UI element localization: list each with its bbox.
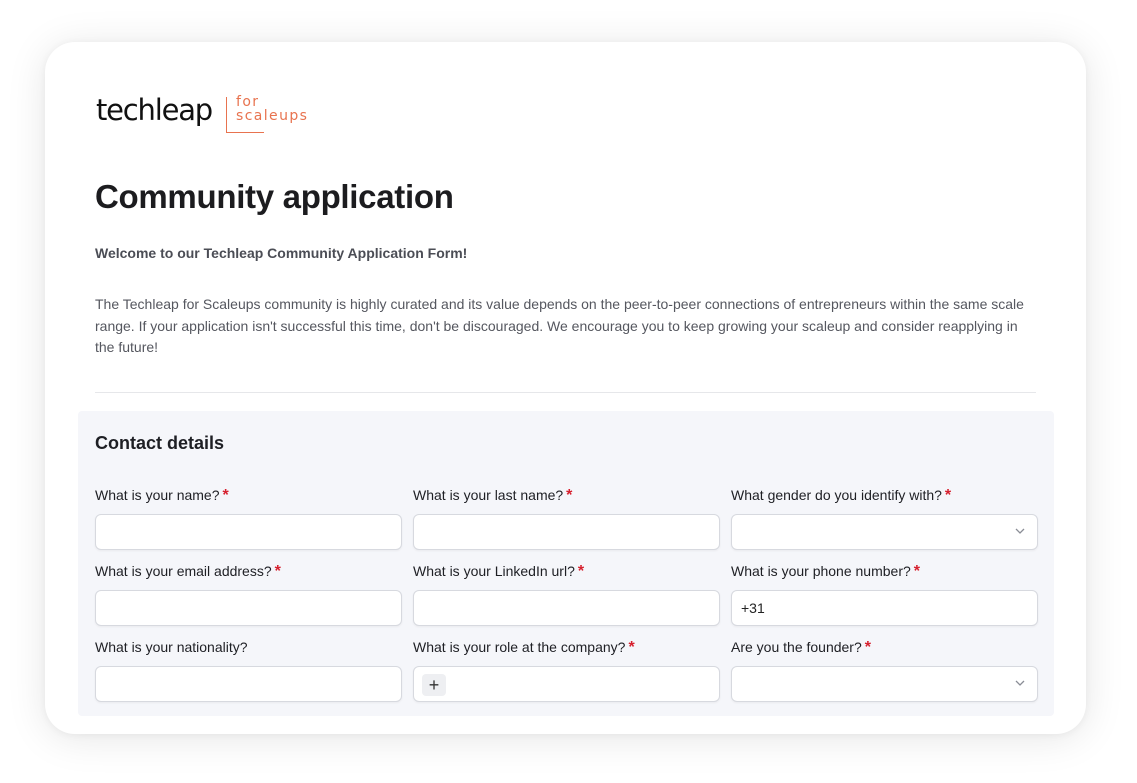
logo-sub-line1: for	[236, 94, 260, 110]
gender-label	[731, 485, 1038, 505]
required-marker: *	[944, 487, 952, 504]
role-input[interactable]	[413, 666, 720, 702]
phone-field-group	[731, 561, 1038, 626]
role-label	[413, 637, 720, 657]
required-marker: *	[577, 563, 585, 580]
logo-wordmark: techleap	[96, 93, 213, 127]
phone-label	[731, 561, 1038, 581]
role-label-text: What is your role at the company?	[413, 639, 626, 655]
required-marker: *	[913, 563, 920, 580]
last-name-label-text: What is your last name?	[413, 487, 564, 503]
linkedin-field-group	[413, 561, 720, 626]
name-input[interactable]	[95, 514, 402, 550]
chevron-down-icon	[1014, 677, 1026, 689]
name-label	[95, 485, 402, 505]
email-input[interactable]	[95, 590, 402, 626]
gender-field-group	[731, 485, 1038, 550]
linkedin-label	[413, 561, 720, 581]
required-marker: *	[274, 563, 281, 580]
intro-text: The Techleap for Scaleups community is highly curated and its value depends on the peer-to-peer connections of entrepreneurs within the same scale range. If your application isn't successful this time, don't be discouraged. We encourage you to keep growing your scaleup and consider reapplying in the future!	[95, 296, 1024, 355]
last-name-field-group	[413, 485, 720, 550]
name-label-text: What is your name?	[95, 487, 220, 503]
linkedin-label-text: What is your LinkedIn url?	[413, 563, 575, 579]
logo-sub-line2: scaleups	[236, 108, 309, 124]
last-name-input[interactable]	[413, 514, 720, 550]
founder-label	[731, 637, 1038, 657]
gender-select[interactable]	[731, 514, 1038, 550]
founder-select[interactable]	[731, 666, 1038, 702]
linkedin-input[interactable]	[413, 590, 720, 626]
contact-details-section	[78, 411, 1054, 716]
phone-label-text: What is your phone number?	[731, 563, 911, 579]
plus-icon[interactable]: +	[422, 674, 446, 696]
chevron-down-icon	[1014, 525, 1026, 537]
welcome-text: Welcome to our Techleap Community Application Form!	[95, 245, 468, 261]
techleap-logo[interactable]	[96, 92, 326, 136]
gender-label-text: What gender do you identify with?	[731, 487, 942, 503]
email-field-group	[95, 561, 402, 626]
founder-field-group	[731, 637, 1038, 702]
page-title: Community application	[95, 178, 454, 215]
divider	[95, 392, 1036, 393]
nationality-label-text: What is your nationality?	[95, 639, 248, 655]
email-label-text: What is your email address?	[95, 563, 272, 579]
nationality-label	[95, 637, 402, 657]
required-marker: *	[566, 487, 573, 504]
required-marker: *	[864, 639, 871, 656]
name-field-group	[95, 485, 402, 550]
nationality-field-group	[95, 637, 402, 702]
founder-label-text: Are you the founder?	[731, 639, 862, 655]
role-field-group	[413, 637, 720, 702]
phone-input[interactable]: +31	[731, 590, 1038, 626]
email-label	[95, 561, 402, 581]
logo-sub	[236, 95, 308, 123]
required-marker: *	[222, 487, 229, 504]
form-card	[45, 42, 1086, 734]
nationality-input[interactable]	[95, 666, 402, 702]
last-name-label	[413, 485, 720, 505]
section-title: Contact details	[95, 433, 225, 453]
required-marker: *	[628, 639, 635, 656]
